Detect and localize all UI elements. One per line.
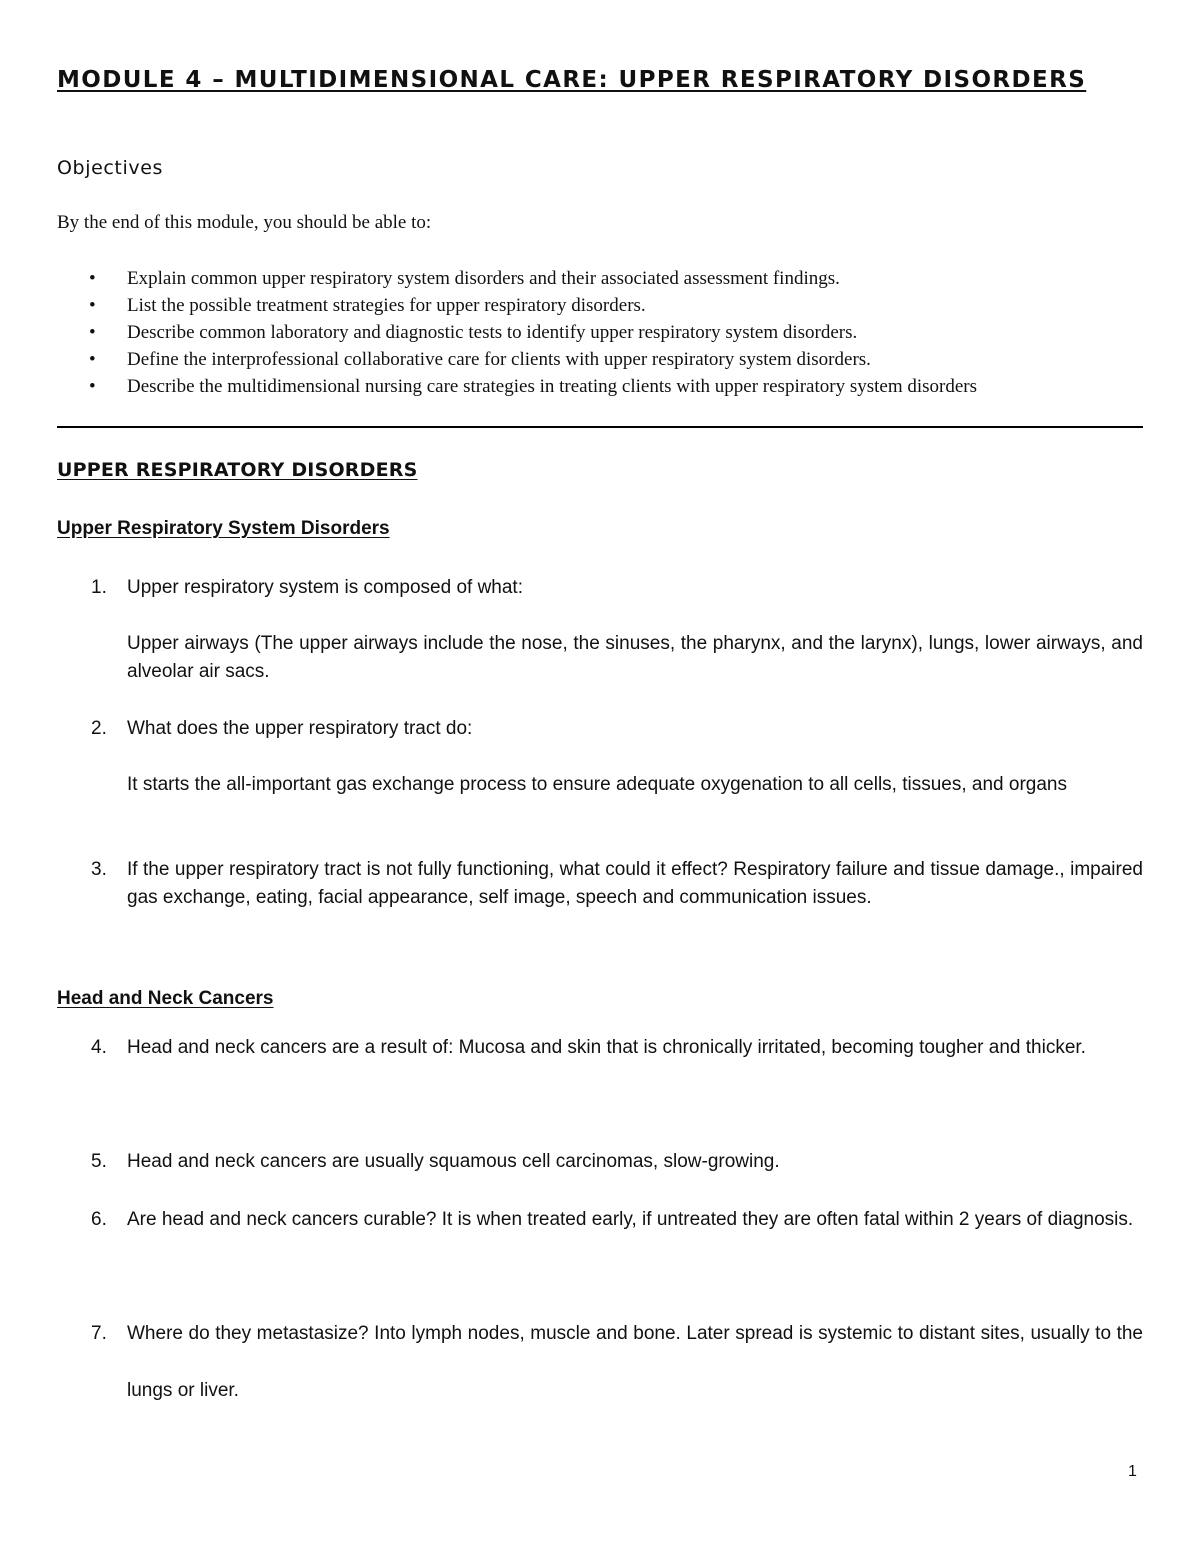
item-number: 3. xyxy=(91,859,107,880)
objective-item xyxy=(57,319,1143,346)
list-item xyxy=(57,1133,1143,1190)
bullet-icon: • xyxy=(89,349,96,370)
item-answer: Upper airways (The upper airways include the nose, the sinuses, the pharynx, and the larynx), lungs, lower airways, and alveolar air sacs. xyxy=(127,633,1143,682)
subsection-heading: Upper Respiratory System Disorders xyxy=(57,518,390,539)
objective-text: Define the interprofessional collaborative care for clients with upper respiratory system disorders. xyxy=(127,349,871,370)
list-item xyxy=(57,574,1143,686)
objective-text: List the possible treatment strategies for upper respiratory disorders. xyxy=(127,295,646,316)
objective-item xyxy=(57,346,1143,373)
section-heading: UPPER RESPIRATORY DISORDERS xyxy=(57,459,418,481)
objectives-heading: Objectives xyxy=(57,157,163,179)
bullet-icon: • xyxy=(89,268,96,289)
item-question: If the upper respiratory tract is not fully functioning, what could it effect? Respiratory failure and tissue damage., impaired gas exchange, eating, facial appearance, self image, speech and communication issues. xyxy=(127,859,1143,908)
bullet-icon: • xyxy=(89,322,96,343)
list-item xyxy=(57,856,1143,912)
list-item xyxy=(57,1191,1143,1248)
objective-item xyxy=(57,292,1143,319)
item-number: 5. xyxy=(91,1151,107,1172)
subsection-heading: Head and Neck Cancers xyxy=(57,988,274,1009)
objective-text: Describe the multidimensional nursing care strategies in treating clients with upper respiratory system disorders xyxy=(127,376,978,397)
bullet-icon: • xyxy=(89,376,96,397)
objective-item xyxy=(57,265,1143,292)
objectives-list xyxy=(57,265,1143,400)
item-text: Where do they metastasize? Into lymph nodes, muscle and bone. Later spread is systemic to distant sites, usually to the lungs or liver. xyxy=(127,1323,1143,1401)
item-number: 6. xyxy=(91,1209,107,1230)
section-divider xyxy=(57,426,1143,428)
objective-text: Explain common upper respiratory system disorders and their associated assessment findings. xyxy=(127,268,840,289)
item-question: Upper respiratory system is composed of what: xyxy=(127,577,523,598)
item-text: Are head and neck cancers curable? It is when treated early, if untreated they are often fatal within 2 years of diagnosis. xyxy=(127,1209,1134,1230)
item-number: 2. xyxy=(91,718,107,739)
item-number: 7. xyxy=(91,1323,107,1344)
item-text: Head and neck cancers are a result of: Mucosa and skin that is chronically irritated, becoming tougher and thicker. xyxy=(127,1037,1086,1058)
item-text: Head and neck cancers are usually squamous cell carcinomas, slow-growing. xyxy=(127,1151,780,1172)
page-number: 1 xyxy=(1128,1463,1137,1480)
list-item xyxy=(57,1019,1143,1076)
item-number: 4. xyxy=(91,1037,107,1058)
item-answer: It starts the all-important gas exchange process to ensure adequate oxygenation to all cells, tissues, and organs xyxy=(127,774,1067,795)
item-question: What does the upper respiratory tract do: xyxy=(127,718,473,739)
list-item xyxy=(57,715,1143,799)
bullet-icon: • xyxy=(89,295,96,316)
objectives-intro: By the end of this module, you should be able to: xyxy=(57,212,432,233)
list-item xyxy=(57,1305,1143,1419)
module-title: MODULE 4 – MULTIDIMENSIONAL CARE: UPPER RESPIRATORY DISORDERS xyxy=(57,67,1087,93)
item-number: 1. xyxy=(91,577,107,598)
objective-item xyxy=(57,373,1143,400)
objective-text: Describe common laboratory and diagnostic tests to identify upper respiratory system disorders. xyxy=(127,322,858,343)
